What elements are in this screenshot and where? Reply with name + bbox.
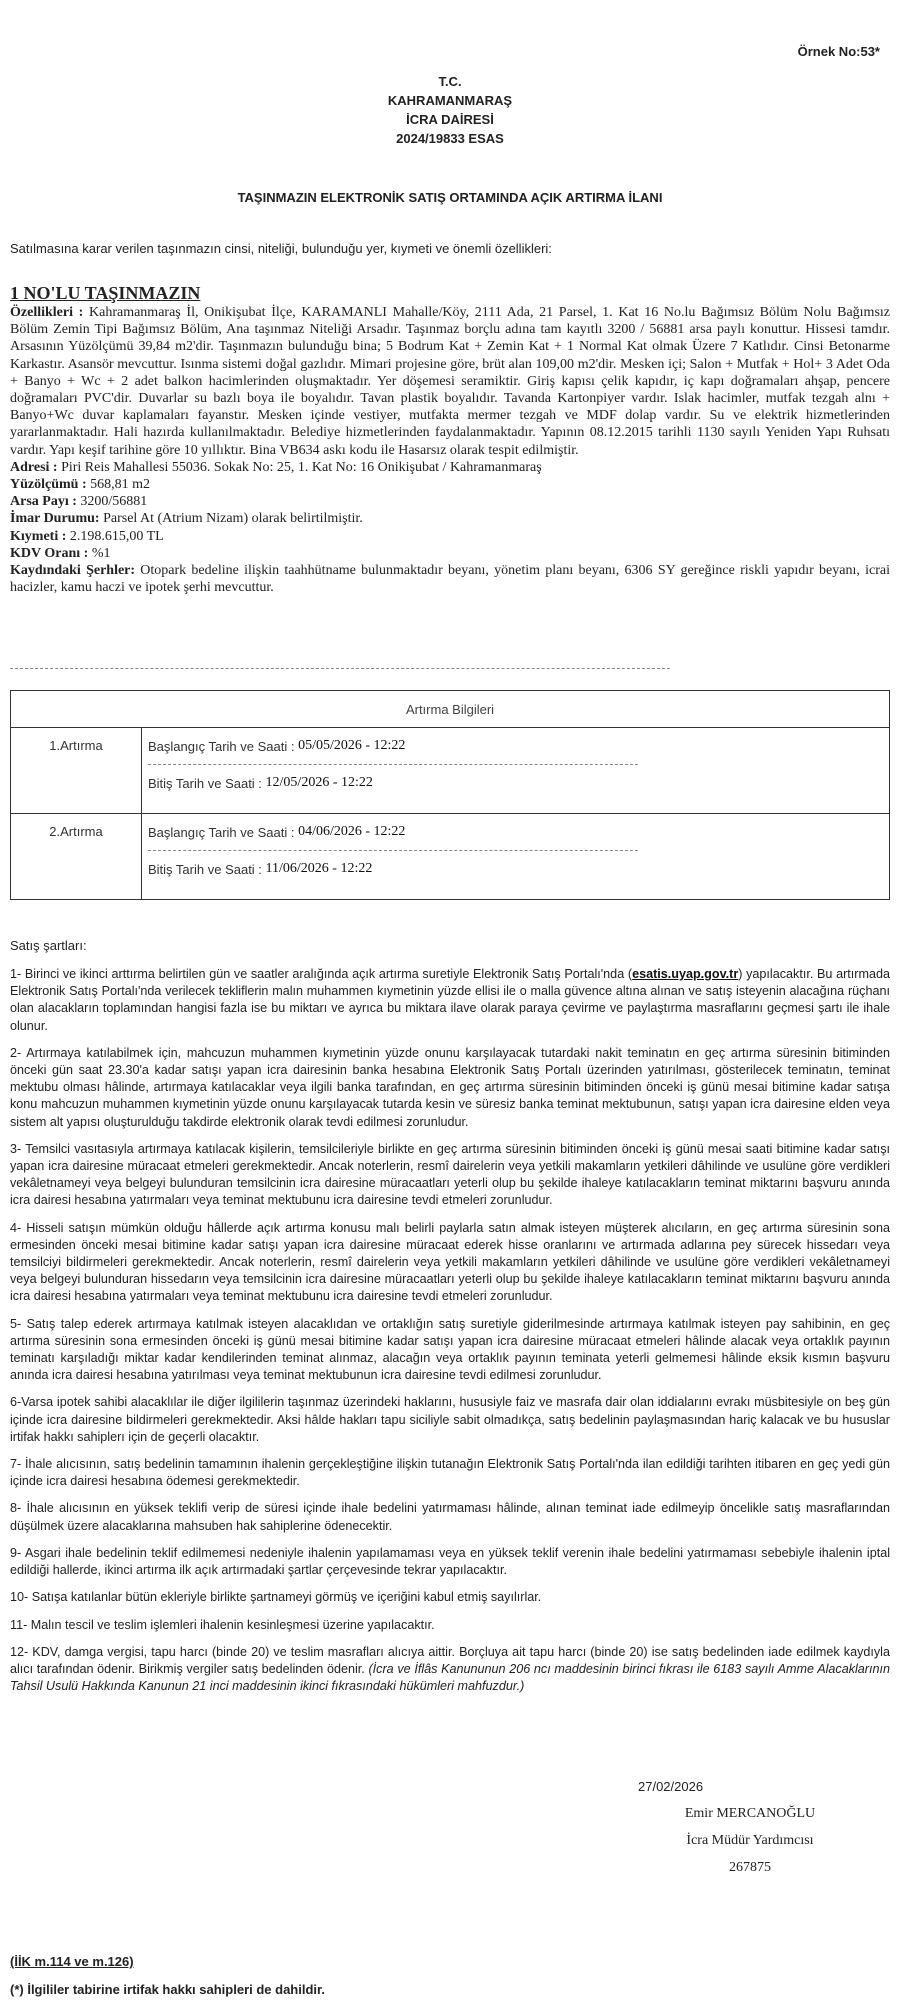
start-value: 04/06/2026 - 12:22 <box>298 824 406 839</box>
property-conditions <box>10 562 890 596</box>
property-zoning <box>10 510 890 527</box>
share-text: 3200/56881 <box>76 494 148 510</box>
end-value: 11/06/2026 - 12:22 <box>265 861 373 876</box>
property-address <box>10 459 890 476</box>
header-city: KAHRAMANMARAŞ <box>387 93 513 108</box>
vat-text: %1 <box>88 545 111 561</box>
term-12-italic-note: (İcra ve İflâs Kanununun 206 ncı maddesinin birinci fıkrası ile 6183 sayılı Amme Alacaklarının Tahsil Usulü Hakkında Kanunun 21 inci maddesinin ikinci fıkrasındaki hükümleri mahfuzdur.) <box>10 1661 890 1694</box>
end-date-row <box>148 851 889 887</box>
start-date-row <box>148 728 889 764</box>
property-features <box>10 304 890 459</box>
round-label: 1.Artırma <box>11 728 142 814</box>
law-reference: (İİK m.114 ve m.126) <box>10 1954 134 1969</box>
term-1-text-b: ) yapılacaktır. Bu artırmada Elektronik Satış Portalı'nda verilecek tekliflerin malın muhammen kıymetinin yüzde ellisi ile o malla güvence altına alınan ve satış isteyenin alacağına rüçhanı olan alacakların toplamından hangisi fazla ise bu miktarı ve ayrıca bu miktara ilave olarak paraya çevirme ve paylaştırma masraflarını geçmesi şartı ile ihale olunur. <box>10 967 890 1033</box>
term-item: 10- Satışa katılanlar bütün ekleriyle birlikte şartnameyi görmüş ve içeriğini kabul etmiş sayılırlar. <box>10 1590 542 1605</box>
start-label: Başlangıç Tarih ve Saati : <box>148 824 295 840</box>
area-label: Yüzölçümü : <box>10 477 87 493</box>
property-area <box>10 476 890 493</box>
term-item <box>10 966 890 1035</box>
vat-label: KDV Oranı : <box>10 545 89 561</box>
conditions-label: Kaydındaki Şerhler: <box>10 563 136 579</box>
auction-table-header: Artırma Bilgileri <box>11 691 890 728</box>
zoning-text: Parsel At (Atrium Nizam) olarak belirtilmiştir. <box>99 511 363 527</box>
value-text: 2.198.615,00 TL <box>66 528 164 544</box>
terms-list <box>10 966 890 1705</box>
zoning-label: İmar Durumu: <box>10 511 100 527</box>
end-date-row <box>148 765 889 801</box>
area-text: 568,81 m2 <box>86 477 151 493</box>
term-1-text-a: 1- Birinci ve ikinci arttırma belirtilen gün ve saatler aralığında açık artırma suretiyle Elektronik Satış Portalı'nda ( <box>10 967 633 981</box>
start-value: 05/05/2026 - 12:22 <box>298 738 406 753</box>
property-value <box>10 528 890 545</box>
header-case-number: 2024/19833 ESAS <box>396 131 504 146</box>
term-item: 8- İhale alıcısının en yüksek teklifi verip de süresi içinde ihale bedelini yatırmaması hâlinde, alınan teminat iade edilmeyip öncelikle satış masraflarından düşülmek üzere alacaklarına mahsuben hak sahiplerine ödenecektir. <box>10 1501 890 1533</box>
signature-date: 27/02/2026 <box>638 1779 704 1794</box>
term-12-text: 12- KDV, damga vergisi, tapu harcı (binde 20) ve teslim masrafları alıcıya aittir. Borçluya ait tapu harcı (binde 20) ise satış bedelinden iade edilmek kaydıyla alıcı tarafından ödenir. Birikmiş vergiler satış bedelinden ödenir. <box>10 1644 890 1676</box>
property-vat <box>10 545 890 562</box>
address-label: Adresi : <box>10 459 58 475</box>
terms-title: Satış şartları: <box>10 938 87 953</box>
auction-round-row <box>11 814 890 900</box>
share-label: Arsa Payı : <box>10 494 77 510</box>
term-item: 3- Temsilci vasıtasıyla artırmaya katılacak kişilerin, temsilcileriyle birlikte en geç artırma süresinin bitiminden önceki iş günü mesai saati bitimine kadar satışı yapan icra dairesine müracaat etmeleri gerekmektedir. Ancak noterlerin, resmî dairelerin veya yetkili makamların yetkileri dâhilinde ve usulüne göre verdikleri vekâletnameyi veya belgeyi bulunduran temsilcinin icra dairesine müracaatları yeterli olup bu şekilde ihaleye katılacakların teminat miktarını başvuru anında icra dairesi hesabına yatırmaları veya teminat mektubunu icra dairesine tevdi etmeleri zorunludur. <box>10 1141 890 1208</box>
term-item: 7- İhale alıcısının, satış bedelinin tamamının ihalenin gerçekleştiğine ilişkin tutanağın Elektronik Satış Portalı'nda ilan edildiği tarihten itibaren en geç yedi gün içinde icra dairesi hesabına ödemesi gerekmektedir. <box>10 1457 890 1489</box>
term-item: 6-Varsa ipotek sahibi alacaklılar ile diğer ilgililerin taşınmaz üzerindeki haklarını, hususiyle faiz ve masrafa dair olan iddialarını evrakı müsbitesiyle on beş gün içinde icra dairesine bildirmeleri gerekmektedir. Aksi hâlde hakları tapu siciliyle sabit olmadıkça, satış bedelinin paylaşmasından hariç kalacak ve bu hususlar irtifak hakkı sahiplerı için de geçerli olacaktır. <box>10 1395 890 1444</box>
property-title: 1 NO'LU TAŞINMAZIN <box>10 283 201 303</box>
signatory-title: İcra Müdür Yardımcısı <box>686 1833 814 1848</box>
header-office: İCRA DAİRESİ <box>406 112 494 127</box>
features-label: Özellikleri : <box>10 305 84 320</box>
signatory-number: 267875 <box>729 1860 771 1875</box>
portal-link[interactable]: esatis.uyap.gov.tr <box>632 967 739 981</box>
term-item: 11- Malın tescil ve teslim işlemleri ihalenin kesinleşmesi üzerine yapılacaktır. <box>10 1617 435 1632</box>
property-share <box>10 493 890 510</box>
round-label: 2.Artırma <box>11 814 142 900</box>
term-item: 9- Asgari ihale bedelinin teklif edilmemesi nedeniyle ihalenin yapılamaması veya en yüksek teklif verenin ihale bedelini yatırmaması sebebiyle ihalenin iptal edildiği hallerde, ikinci artırma ilk açık artırmadaki şartlar çerçevesinde tekrar yapılacaktır. <box>10 1545 890 1578</box>
end-label: Bitiş Tarih ve Saati : <box>148 861 262 877</box>
start-date-row <box>148 814 889 850</box>
section-divider <box>10 668 670 669</box>
intro-text: Satılmasına karar verilen taşınmazın cinsi, niteliği, bulunduğu yer, kıymeti ve önemli özellikleri: <box>10 241 552 256</box>
term-item <box>10 1644 890 1696</box>
auction-round-row <box>11 728 890 814</box>
end-label: Bitiş Tarih ve Saati : <box>148 775 262 791</box>
property-details <box>10 304 890 596</box>
term-item: 5- Satış talep ederek artırmaya katılmak isteyen alacaklıdan ve ortaklığın satış suretiyle giderilmesinde artırmaya katılmak isteyen pay sahibinin, en geç artırma süresinin sona ermesinden önceki iş günü mesai bitimine kadar satışı yapan icra dairesine müracaat etmeleri hâlinde alacak veya ortaklık payının teminatı karşıladığı miktar kadar kendilerinden teminat alınmaz, alacağın veya ortaklık payının teminata yeterli gelmemesi hâlinde eksik kısmın başvuru anında icra dairesi hesabına yatırılması veya teminat mektubunun icra dairesine tevdi edilmesi zorunludur. <box>10 1316 890 1383</box>
term-item: 4- Hisseli satışın mümkün olduğu hâllerde açık artırma konusu malı belirli paylarla satın almak isteyen müşterek alıcıların, en geç artırma süresinin sona ermesinden önceki mesai bitimine kadar satışı yapan icra dairesine müracaat ederek hisse oranlarını ve artırmada adlarına pey sürecek hissedarı veya temsilciyi bildirmeleri gerekmektedir. Ancak noterlerin, resmî dairelerin veya yetkili makamların yetkileri dâhilinde ve usulüne göre verdikleri vekâletnameyi veya belgeyi bulunduran hissedarın veya temsilcinin icra dairesine müracaatları yeterli olup bu şekilde ihaleye katılacakların teminat miktarını başvuru anında icra dairesi hesabına yatırmaları veya teminat mektubunu icra dairesine tevdi etmeleri zorunludur. <box>10 1220 890 1304</box>
signatory-name: Emir MERCANOĞLU <box>684 1806 816 1821</box>
conditions-text: Otopark bedeline ilişkin taahhütname bulunmaktadır beyanı, yönetim planı beyanı, 6306 SY gereğince riskli yapıdır beyanı, icrai hacizler, kamu haczi ve ipotek şerhi mevcuttur. <box>10 563 890 596</box>
round-dates <box>142 814 890 900</box>
example-number: Örnek No:53* <box>797 44 880 59</box>
start-label: Başlangıç Tarih ve Saati : <box>148 738 295 754</box>
term-item: 2- Artırmaya katılabilmek için, mahcuzun muhammen kıymetinin yüzde onunu karşılayacak tutardaki nakit teminatın en geç artırma süresinin bitiminden önceki gün saat 23.30'a kadar satışı yapan icra dairesinin banka hesabına Elektronik Satış Portalı üzerinden yatırılması, gösterilecek teminatın, teminat mektubu olması hâlinde, artırmaya katılacaklar veya ilgili banka tarafından, en geç artırma süresinin bitiminden önceki iş günü mesai bitimine kadar satışa konu mahcuzun muhammen kıymetinin yüzde onunu karşılayacak tutarda kesin ve süresiz banka teminat mektubunun, satışı yapan icra dairesine elden veya sistem alt yapısı oluşturulduğu takdirde elektronik olarak tevdi edilmesi zorunludur. <box>10 1045 890 1129</box>
value-label: Kıymeti : <box>10 528 67 544</box>
footnote: (*) İlgililer tabirine irtifak hakkı sahipleri de dahildir. <box>10 1982 325 1997</box>
round-dates <box>142 728 890 814</box>
notice-title: TAŞINMAZIN ELEKTRONİK SATIŞ ORTAMINDA AÇIK ARTIRMA İLANI <box>237 190 663 205</box>
address-text: Piri Reis Mahallesi 55036. Sokak No: 25, 1. Kat No: 16 Onikişubat / Kahramanmaraş <box>57 459 542 475</box>
auction-table <box>10 690 890 900</box>
features-text: Kahramanmaraş İl, Onikişubat İlçe, KARAMANLI Mahalle/Köy, 2111 Ada, 21 Parsel, 1. Kat 16 No.lu Bağımsız Bölüm Nolu Bağımsız Bölüm Zemin Tipi Bağımsız Bölüm, Ana taşınmaz Niteliği Arsadır. Taşınmaz borçlu adına tam kayıtlı 3200 / 56881 arsa paylı konuttur. Hissesi tamdır. Arsasının Yüzölçümü 39,84 m2'dir. Taşınmazın bulunduğu bina; 5 Bodrum Kat + Zemin Kat + 1 Normal Kat olmak Üzere 7 Katlıdır. Cinsi Betonarme Karkastır. Asansör mevcuttur. Isınma sistemi doğal gazlıdır. Mimari projesine göre, brüt alan 109,00 m2'dir. Mesken içi; Salon + Mutfak + Hol+ 3 Adet Oda + Banyo + Wc + 2 adet balkon hacimlerinden oluşmaktadır. Yer döşemesi seramiktir. Giriş kapısı çelik kapıdır, iç kapı doğramaları ahşap, pencere doğramaları PVC'dir. Duvarlar su bazlı boya ile boyalıdır. Tavan plastik boyalıdır. Tavanda Kartonpiyer vardır. Islak hacimler, mutfak tezgah alnı + Banyo+Wc duvar kaplamaları fayanstır. Mesken içinde vestiyer, mutfakta mermer tezgah ve MDF dolap vardır. Su ve elektrik hizmetlerinden yararlanmaktadır. Hali hazırda kullanılmaktadır. Belediye hizmetlerinden faydalanmaktadır. Yapının 08.12.2015 tarihli 1130 sayılı Yeniden Yapı Ruhsatı vardır. Yapı keşif tarihine göre 10 yıllıktır. Bina VB634 askı kodu ile Hasarsız olarak tespit edilmiştir. <box>10 305 890 458</box>
end-value: 12/05/2026 - 12:22 <box>265 775 373 790</box>
document-header <box>0 72 900 148</box>
header-tc: T.C. <box>438 74 462 89</box>
